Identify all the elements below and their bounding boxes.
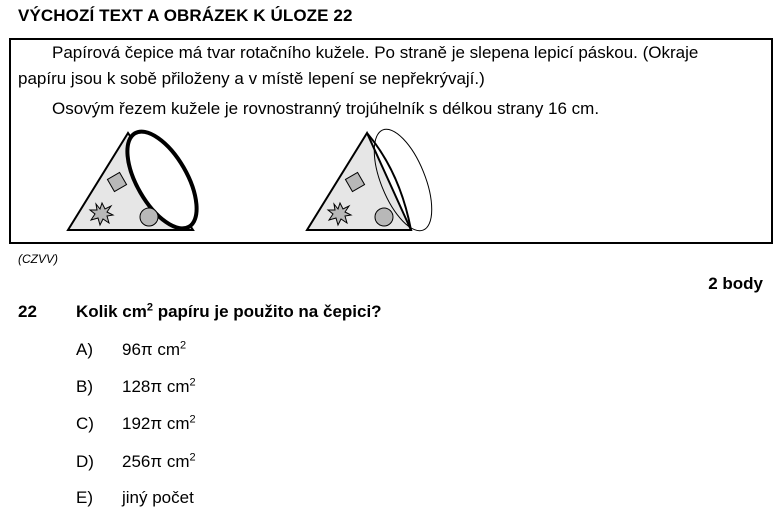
intro-line-2: papíru jsou k sobě přiloženy a v místě lepení se nepřekrývají.) — [18, 69, 485, 88]
intro-line-1: Papírová čepice má tvar rotačního kužele. Po straně je slepena lepicí páskou. (Okraje — [52, 43, 699, 62]
option-sup: 2 — [189, 451, 196, 464]
option-value: jiný počet — [122, 488, 194, 507]
option-value: 128π cm — [122, 377, 190, 396]
option-sup: 2 — [189, 376, 196, 389]
points-label: 2 body — [708, 274, 763, 293]
cone-figure-closed — [66, 128, 200, 236]
question-text-part: papíru je použito na čepici? — [152, 302, 382, 321]
question-number: 22 — [18, 302, 37, 321]
option-letter: A) — [76, 340, 93, 359]
cone-figure-open — [305, 128, 439, 236]
question-sup: 2 — [146, 301, 153, 314]
option-value: 96π cm — [122, 340, 181, 359]
question-text-part: Kolik cm — [76, 302, 147, 321]
option-sup: 2 — [189, 413, 196, 426]
option-letter: E) — [76, 488, 93, 507]
option-sup: 2 — [180, 339, 187, 352]
source-label: (CZVV) — [18, 252, 58, 266]
circle-shape — [375, 208, 393, 226]
section-heading: VÝCHOZÍ TEXT A OBRÁZEK K ÚLOZE 22 — [18, 6, 353, 25]
option-a[interactable] — [76, 340, 186, 360]
option-letter: C) — [76, 414, 94, 433]
intro-line-3: Osovým řezem kužele je rovnostranný trojúhelník s délkou strany 16 cm. — [52, 99, 600, 118]
option-d[interactable] — [76, 452, 196, 472]
option-b[interactable] — [76, 377, 196, 397]
option-letter: D) — [76, 452, 94, 471]
option-e[interactable] — [76, 488, 194, 508]
option-value: 256π cm — [122, 452, 190, 471]
option-value: 192π cm — [122, 414, 190, 433]
circle-shape — [140, 208, 158, 226]
option-letter: B) — [76, 377, 93, 396]
question-text — [76, 302, 382, 322]
option-c[interactable] — [76, 414, 196, 434]
